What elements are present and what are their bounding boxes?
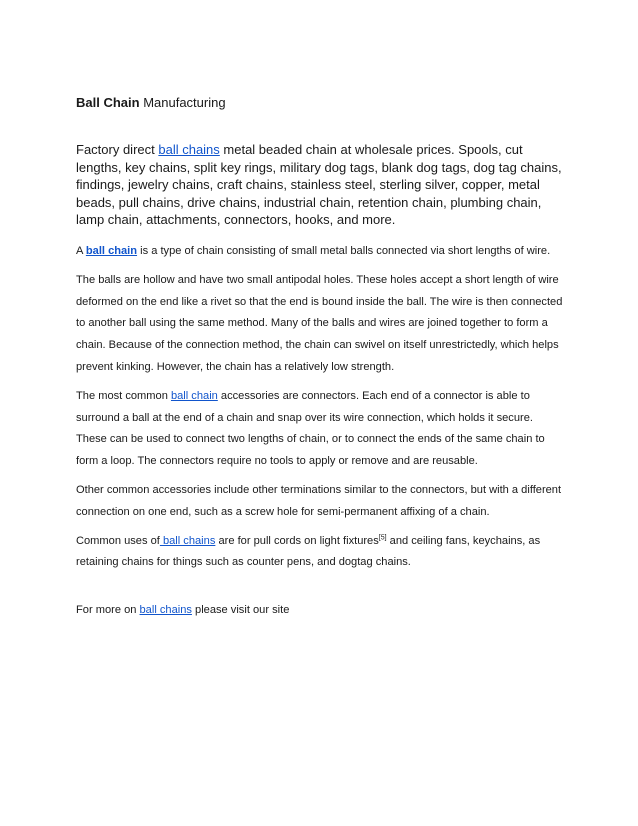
paragraph-definition	[76, 241, 566, 263]
ball-chain-link-connectors[interactable]: ball chain	[170, 389, 218, 402]
connectors-text-start: The most common	[76, 389, 171, 402]
ball-chains-link-uses[interactable]: ball chains	[159, 534, 216, 547]
title-bold: Ball Chain	[76, 95, 140, 110]
document-title	[76, 94, 566, 112]
paragraph-connectors	[76, 386, 566, 473]
closing-text-end: please visit our site	[191, 604, 290, 617]
footnote-reference: [5]	[378, 533, 387, 541]
connectors-text-end: accessories are connectors. Each end of a connector is able to surround a ball at the end of a chain and snap over its wire connection, which holds it secure. These can be used to connect two lengths of chain, or to connect the ends of the same chain to form a loop. The connectors require no tools to apply or remove and are reusable.	[76, 389, 545, 468]
uses-text-end: and ceiling fans, keychains, as retaining chains for things such as counter pens, and dogtag chains.	[76, 534, 541, 569]
ball-chains-link-intro[interactable]: ball chains	[158, 142, 220, 157]
intro-paragraph	[76, 141, 566, 229]
definition-text-start: A	[76, 244, 86, 257]
closing-paragraph	[76, 600, 566, 622]
uses-text-middle: are for pull cords on light fixtures	[215, 534, 379, 547]
ball-chains-link-closing[interactable]: ball chains	[139, 604, 192, 617]
ball-chain-link-definition[interactable]: ball chain	[85, 244, 138, 257]
intro-text-start: Factory direct	[76, 142, 159, 157]
title-rest: Manufacturing	[139, 95, 226, 110]
paragraph-accessories: Other common accessories include other terminations similar to the connectors, but with a different connection on one end, such as a screw hole for semi-permanent affixing of a chain.	[76, 483, 562, 518]
definition-text-end: is a type of chain consisting of small metal balls connected via short lengths of wire.	[137, 244, 551, 257]
uses-text-start: Common uses of	[76, 534, 160, 547]
paragraph-uses	[76, 531, 566, 575]
intro-text-end: metal beaded chain at wholesale prices. Spools, cut lengths, key chains, split key rings, military dog tags, blank dog tags, dog tag chains, findings, jewelry chains, craft chains, stainless steel, sterling silver, copper, metal beads, pull chains, drive chains, industrial chain, retention chain, plumbing chain, lamp chain, attachments, connectors, hooks, and more.	[76, 142, 562, 228]
closing-text-start: For more on	[76, 604, 140, 617]
paragraph-construction: The balls are hollow and have two small antipodal holes. These holes accept a short length of wire deformed on the end like a rivet so that the end is bound inside the ball. The wire is then connected to another ball using the same method. Many of the balls and wires are joined together to form a chain. Because of the connection method, the chain can swivel on itself unrestrictedly, which helps prevent kinking. However, the chain has a relatively low strength.	[76, 273, 563, 373]
document-page	[76, 94, 566, 622]
